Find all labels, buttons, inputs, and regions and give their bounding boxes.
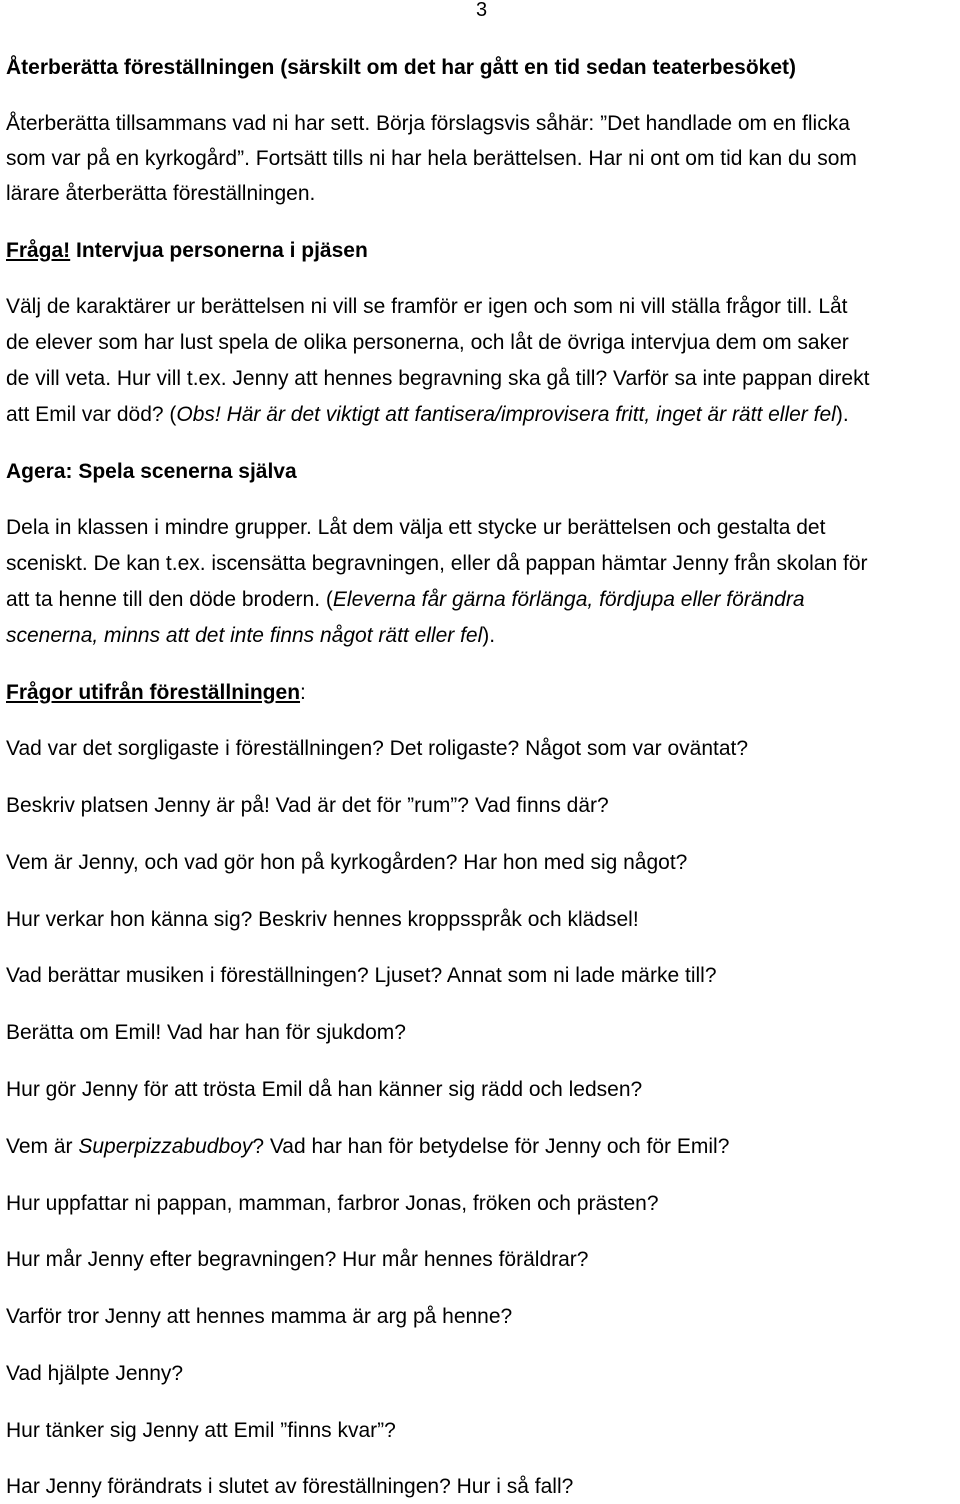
retell-heading: Återberätta föreställningen (särskilt om det har gått en tid sedan teaterbesöket) (6, 56, 797, 79)
question-item: Hur mår Jenny efter begravningen? Hur mår hennes föräldrar? (6, 1248, 589, 1271)
interview-line: de vill veta. Hur vill t.ex. Jenny att hennes begravning ska gå till? Varför sa inte pappan direkt (6, 367, 870, 390)
act-text: att ta henne till den döde brodern. ( (6, 588, 333, 611)
act-line: sceniskt. De kan t.ex. iscensätta begravningen, eller då pappan hämtar Jenny från skolan för (6, 552, 868, 575)
interview-text: att Emil var död? ( (6, 403, 177, 426)
interview-line (6, 397, 956, 432)
question-text-italic: Superpizzabudboy (78, 1135, 253, 1158)
interview-heading (6, 233, 956, 268)
question-item: Hur tänker sig Jenny att Emil ”finns kvar”? (6, 1419, 396, 1442)
interview-line: de elever som har lust spela de olika personerna, och låt de övriga intervjua dem om saker (6, 331, 849, 354)
act-line (6, 618, 956, 653)
question-item: Vad berättar musiken i föreställningen? Ljuset? Annat som ni lade märke till? (6, 964, 717, 987)
question-item: Hur verkar hon känna sig? Beskriv hennes kroppsspråk och klädsel! (6, 908, 639, 931)
questions-heading (6, 675, 956, 710)
interview-text: ). (835, 403, 849, 426)
question-item: Varför tror Jenny att hennes mamma är arg på henne? (6, 1305, 513, 1328)
question-text: Vem är (6, 1135, 79, 1158)
act-line: Dela in klassen i mindre grupper. Låt dem välja ett stycke ur berättelsen och gestalta det (6, 516, 826, 539)
act-heading: Agera: Spela scenerna själva (6, 460, 297, 483)
page-number: 3 (476, 0, 488, 21)
question-item: Har Jenny förändrats i slutet av föreställningen? Hur i så fall? (6, 1475, 574, 1498)
questions-heading-text: Frågor utifrån föreställningen (6, 681, 301, 704)
question-item: Beskriv platsen Jenny är på! Vad är det för ”rum”? Vad finns där? (6, 794, 609, 817)
question-item: Vem är Jenny, och vad gör hon på kyrkogården? Har hon med sig något? (6, 851, 688, 874)
question-item: Hur uppfattar ni pappan, mamman, farbror Jonas, fröken och prästen? (6, 1192, 659, 1215)
question-item (6, 1129, 956, 1164)
retell-line: lärare återberätta föreställningen. (6, 182, 316, 205)
interview-line: Välj de karaktärer ur berättelsen ni vill se framför er igen och som ni vill ställa frågor till. Låt (6, 295, 848, 318)
question-item: Hur gör Jenny för att trösta Emil då han känner sig rädd och ledsen? (6, 1078, 643, 1101)
act-text: ). (482, 624, 496, 647)
retell-line: Återberätta tillsammans vad ni har sett. Börja förslagsvis såhär: ”Det handlade om en flicka (6, 112, 850, 135)
act-line (6, 582, 956, 617)
question-item: Vad var det sorgligaste i föreställningen? Det roligaste? Något som var oväntat? (6, 737, 749, 760)
interview-note: Obs! Här är det viktigt att fantisera/improvisera fritt, inget är rätt eller fel (176, 403, 836, 426)
question-text: ? Vad har han för betydelse för Jenny och för Emil? (252, 1135, 730, 1158)
interview-heading-rest: Intervjua personerna i pjäsen (70, 239, 368, 262)
retell-line: som var på en kyrkogård”. Fortsätt tills ni har hela berättelsen. Har ni ont om tid kan du som (6, 147, 857, 170)
interview-heading-lead: Fråga! (6, 239, 71, 262)
questions-heading-suffix: : (300, 681, 306, 704)
question-item: Berätta om Emil! Vad har han för sjukdom? (6, 1021, 406, 1044)
act-note: scenerna, minns att det inte finns något rätt eller fel (6, 624, 483, 647)
act-note: Eleverna får gärna förlänga, fördjupa eller förändra (332, 588, 805, 611)
question-item: Vad hjälpte Jenny? (6, 1362, 184, 1385)
